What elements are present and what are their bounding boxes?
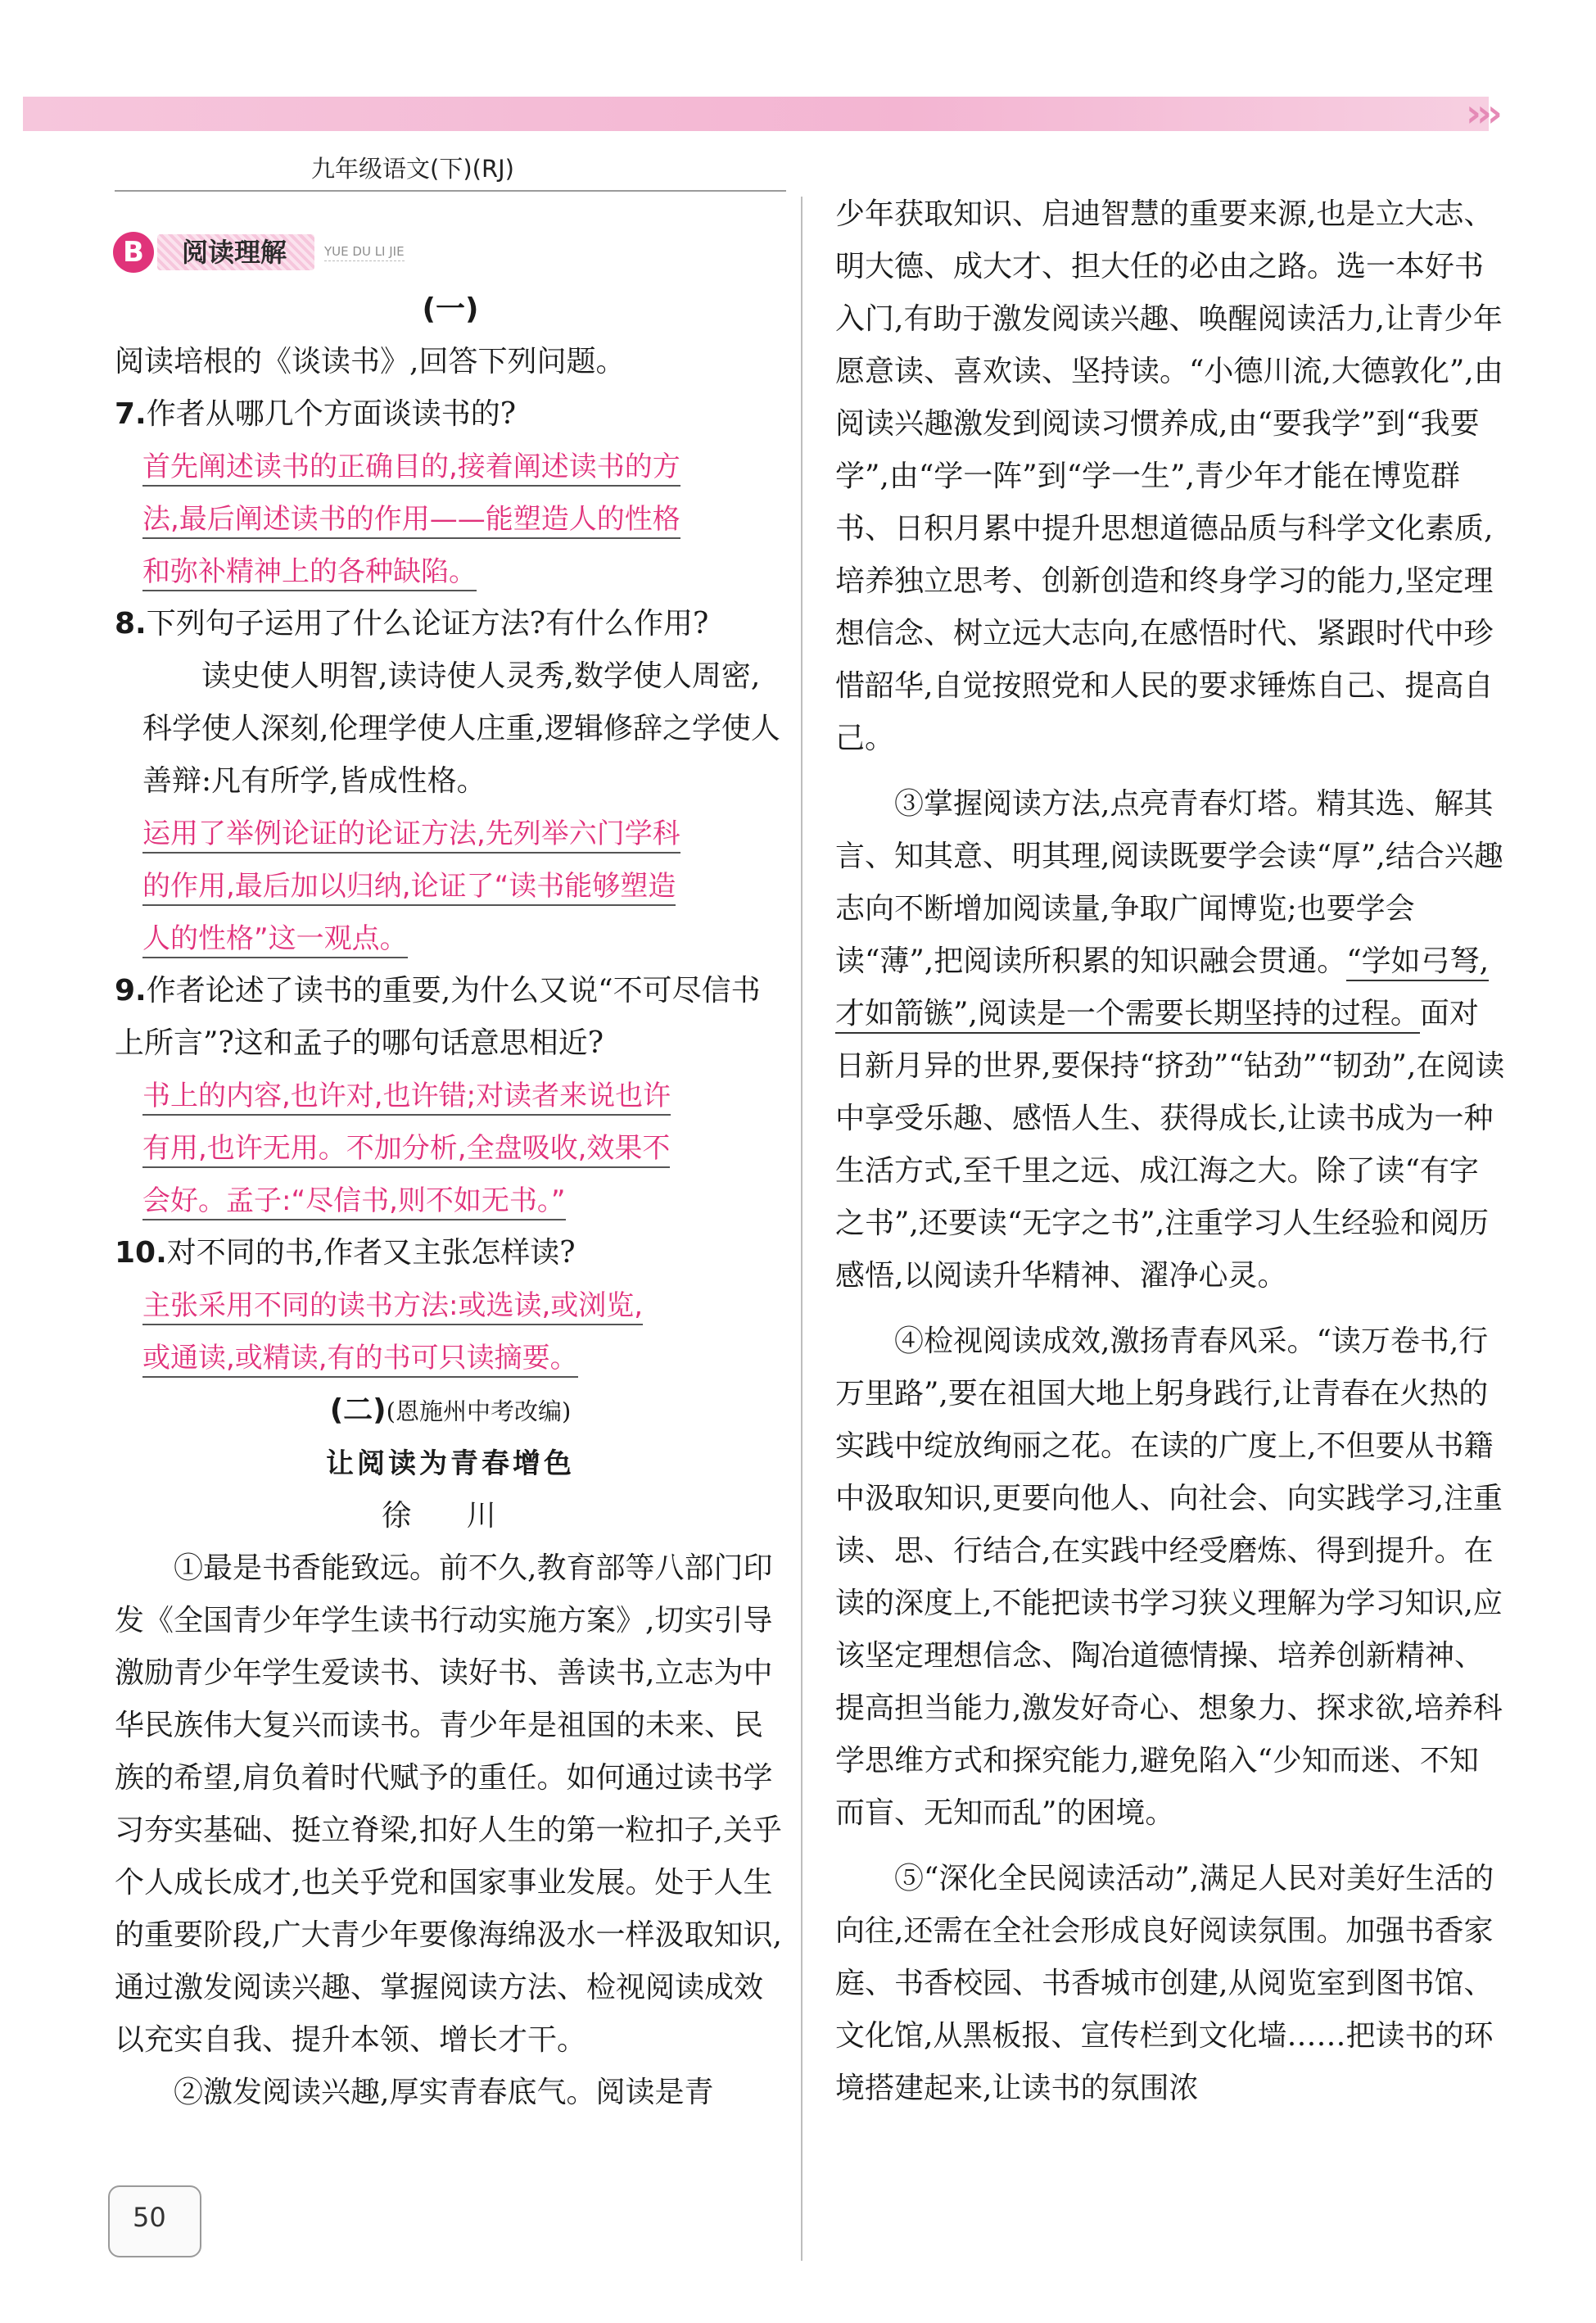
section-badge: B xyxy=(113,232,154,273)
section-title-en: YUE DU LI JIE xyxy=(324,244,405,261)
article-paragraph-1: ①最是书香能致远。前不久,教育部等八部门印发《全国青少年学生读书行动实施方案》,切实引导激励青少年学生爱读书、读好书、善读书,立志为中华民族伟大复兴而读书。青少年是祖国的未来、民族的希望,肩负着时代赋予的重任。如何通过读书学习夯实基础、挺立脊梁,扣好人生的第一粒扣子,关乎个人成长成才,也关乎党和国家事业发展。处于人生的重要阶段,广大青少年要像海绵汲水一样汲取知识,通过激发阅读兴趣、掌握阅读方法、检视阅读成效以充实自我、提升本领、增长才干。 xyxy=(115,1551,782,2057)
article-author: 徐 川 xyxy=(382,1499,519,1533)
answer-8-line: 的作用,最后加以归纳,论证了“读书能够塑造 xyxy=(142,870,676,906)
article-paragraph-2-rest: 少年获取知识、启迪智慧的重要来源,也是立大志、明大德、成大才、担大任的必由之路。选一本好书入门,有助于激发阅读兴趣、唤醒阅读活力,让青少年愿意读、喜欢读、坚持读。“小德川流,大德敦化”,由阅读兴趣激发到阅读习惯养成,由“要我学”到“我要学”,由“学一阵”到“学一生”,青少年才能在博览群书、日积月累中提升思想道德品质与科学文化素质,培养独立思考、创新创造和终身学习的能力,坚定理想信念、树立远大志向,在感悟时代、紧跟时代中珍惜韶华,自觉按照党和人民的要求锤炼自己、提高自己。 xyxy=(835,197,1503,755)
question-8-number: 8. xyxy=(115,607,147,641)
right-column xyxy=(835,188,1507,2115)
answer-8-line: 人的性格”这一观点。 xyxy=(142,922,408,958)
question-8-quote: 读史使人明智,读诗使人灵秀,数学使人周密,科学使人深刻,伦理学使人庄重,逻辑修辞之学使人善辩:凡有所学,皆成性格。 xyxy=(142,659,780,798)
article-paragraph-2-start: ②激发阅读兴趣,厚实青春底气。阅读是青 xyxy=(174,2076,714,2109)
header-arrows-icon: ››› xyxy=(1466,91,1498,135)
question-8-text: 下列句子运用了什么论证方法?有什么作用? xyxy=(146,607,709,641)
answer-10-line: 或通读,或精读,有的书可只读摘要。 xyxy=(142,1342,578,1378)
answer-10-line: 主张采用不同的读书方法:或选读,或浏览, xyxy=(142,1289,643,1325)
answer-7 xyxy=(115,441,786,598)
question-9-text: 作者论述了读书的重要,为什么又说“不可尽信书上所言”?这和孟子的哪句话意思相近? xyxy=(115,974,761,1060)
article-paragraph-5: ⑤“深化全民阅读活动”,满足人民对美好生活的向往,还需在全社会形成良好阅读氛围。加强书香家庭、书香校园、书香城市创建,从阅览室到图书馆、文化馆,从黑板报、宣传栏到文化墙……把读书的环境搭建起来,让读书的氛围浓 xyxy=(835,1862,1494,2105)
paragraph-3-underlined: “学如弓弩,才如箭镞”,阅读是一个需要长期坚持的过程。 xyxy=(835,944,1489,1034)
column-divider xyxy=(801,197,803,2261)
question-8 xyxy=(115,598,786,650)
question-7-number: 7. xyxy=(115,397,147,431)
article-paragraph-4: ④检视阅读成效,激扬青春风采。“读万卷书,行万里路”,要在祖国大地上躬身践行,让青春在火热的实践中绽放绚丽之花。在读的广度上,不但要从书籍中汲取知识,更要向他人、向社会、向实践学习,注重读、思、行结合,在实践中经受磨炼、得到提升。在读的深度上,不能把读书学习狭义理解为学习知识,应该坚定理想信念、陶冶道德情操、培养创新精神、提高担当能力,激发好奇心、想象力、探求欲,培养科学思维方式和探究能力,避免陷入“少知而迷、不知而盲、无知而乱”的困境。 xyxy=(835,1325,1503,1830)
answer-9-line: 会好。孟子:“尽信书,则不如无书。” xyxy=(142,1184,566,1220)
answer-10 xyxy=(115,1279,786,1384)
answer-8 xyxy=(115,808,786,965)
answer-8-line: 运用了举例论证的论证方法,先列举六门学科 xyxy=(142,817,680,854)
answer-7-line: 法,最后阐述读书的作用——能塑造人的性格 xyxy=(142,503,680,539)
question-10-number: 10. xyxy=(115,1236,167,1270)
question-9-number: 9. xyxy=(115,974,147,1008)
book-title: 九年级语文(下)(RJ) xyxy=(311,155,514,183)
left-column xyxy=(115,283,786,2119)
paragraph-3-part-a: ③掌握阅读方法,点亮青春灯塔。精其选、解其言、知其意、明其理,阅读既要学会读“厚”,结合兴趣志向不断增加阅读量,争取广闻博览;也要学会读“薄”,把阅读所积累的知识融会贯通。 xyxy=(835,787,1503,978)
answer-9-line: 书上的内容,也许对,也许错;对读者来说也许 xyxy=(142,1080,671,1116)
question-10 xyxy=(115,1227,786,1279)
article-paragraph-3 xyxy=(835,778,1507,1302)
part1-intro: 阅读培根的《谈读书》,回答下列问题。 xyxy=(115,345,626,378)
part2-source: (恩施州中考改编) xyxy=(386,1397,572,1425)
answer-9-line: 有用,也许无用。不加分析,全盘吸收,效果不 xyxy=(142,1132,670,1168)
part1-title: (一) xyxy=(422,292,479,326)
page-number: 50 xyxy=(133,2202,166,2233)
answer-7-line: 和弥补精神上的各种缺陷。 xyxy=(142,555,477,591)
paragraph-3-part-b: 面对日新月异的世界,要保持“挤劲”“钻劲”“韧劲”,在阅读中享受乐趣、感悟人生、获得成长,让读书成为一种生活方式,至千里之远、成江海之大。除了读“有字之书”,还要读“无字之书”,注重学习人生经验和阅历感悟,以阅读升华精神、濯净心灵。 xyxy=(835,997,1505,1293)
question-9 xyxy=(115,965,786,1070)
answer-7-line: 首先阐述读书的正确目的,接着阐述读书的方 xyxy=(142,451,680,487)
question-7-text: 作者从哪几个方面谈读书的? xyxy=(146,397,517,431)
question-7 xyxy=(115,388,786,441)
section-title: 阅读理解 xyxy=(157,234,314,270)
question-10-text: 对不同的书,作者又主张怎样读? xyxy=(166,1236,576,1270)
header-divider xyxy=(115,190,786,192)
article-title: 让阅读为青春增色 xyxy=(326,1447,575,1480)
header-decor-band xyxy=(23,97,1489,131)
part2-heading xyxy=(115,1384,786,1438)
part2-title: (二) xyxy=(329,1393,387,1427)
answer-9 xyxy=(115,1070,786,1227)
section-header xyxy=(113,228,405,277)
